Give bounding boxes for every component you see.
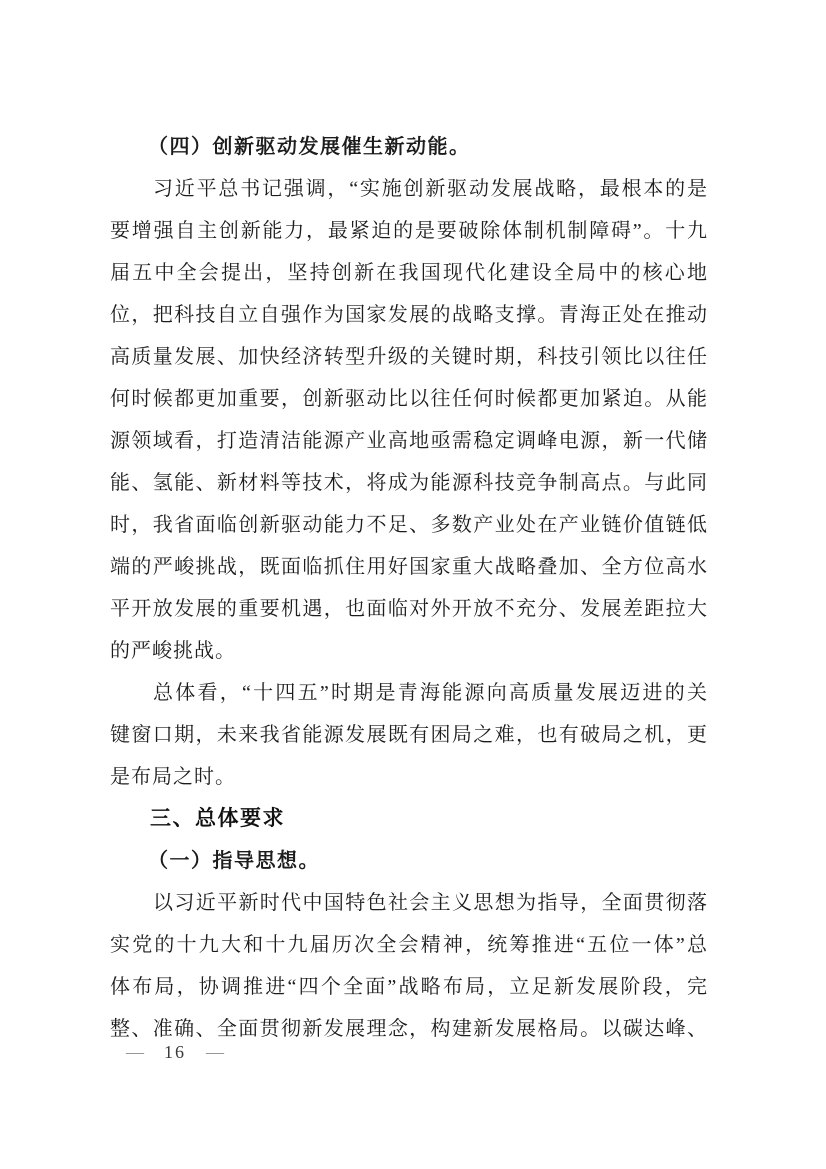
text-line: 端的严峻挑战，既面临抓住用好国家重大战略叠加、全方位高水 — [110, 556, 708, 578]
text-line: 以习近平新时代中国特色社会主义思想为指导，全面贯彻落 — [153, 892, 708, 914]
text-line: 总体看，“十四五”时期是青海能源向高质量发展迈进的关 — [153, 682, 708, 704]
text-line: 平开放发展的重要机遇，也面临对外开放不充分、发展差距拉大 — [110, 598, 708, 620]
text-line: 整、准确、全面贯彻新发展理念，构建新发展格局。以碳达峰、 — [110, 1018, 708, 1040]
text-line: 体布局，协调推进“四个全面”战略布局，立足新发展阶段，完 — [110, 976, 708, 998]
text-line: 时，我省面临创新驱动能力不足、多数产业处在产业链价值链低 — [110, 514, 708, 536]
text-line: 键窗口期，未来我省能源发展既有困局之难，也有破局之机，更 — [110, 724, 708, 746]
text-line: 位，把科技自立自强作为国家发展的战略支撑。青海正处在推动 — [110, 304, 708, 326]
text-line: 能、氢能、新材料等技术，将成为能源科技竞争制高点。与此同 — [110, 472, 708, 494]
text-line: 何时候都更加重要，创新驱动比以往任何时候都更加紧迫。从能 — [110, 388, 708, 410]
footer-dash-right: — — [206, 1042, 224, 1062]
document-body — [110, 126, 708, 1050]
paragraph-2 — [110, 672, 708, 798]
page-footer — [126, 1040, 224, 1064]
section-3-heading: 三、总体要求 — [150, 807, 285, 830]
page-number: 16 — [164, 1042, 186, 1062]
paragraph-1 — [110, 168, 708, 672]
text-line: 的严峻挑战。 — [110, 640, 236, 662]
paragraph-3 — [110, 882, 708, 1050]
text-line: 届五中全会提出，坚持创新在我国现代化建设全局中的核心地 — [110, 262, 708, 284]
text-line: 是布局之时。 — [110, 766, 236, 788]
text-line: 源领域看，打造清洁能源产业高地亟需稳定调峰电源，新一代储 — [110, 430, 708, 452]
text-line: 实党的十九大和十九届历次全会精神，统筹推进“五位一体”总 — [110, 934, 708, 956]
text-line: 高质量发展、加快经济转型升级的关键时期，科技引领比以往任 — [110, 346, 708, 368]
footer-dash-left: — — [126, 1042, 144, 1062]
section-3-1-heading: （一）指导思想。 — [148, 850, 320, 872]
text-line: 习近平总书记强调，“实施创新驱动发展战略，最根本的是 — [153, 178, 708, 200]
text-line: 要增强自主创新能力，最紧迫的是要破除体制机制障碍”。十九 — [110, 220, 708, 242]
section-4-heading: （四）创新驱动发展催生新动能。 — [148, 136, 471, 158]
